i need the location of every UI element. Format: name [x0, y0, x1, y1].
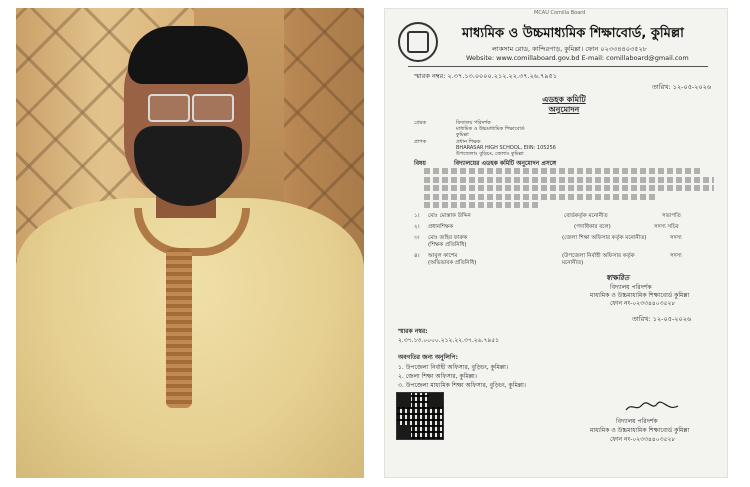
signed-label: স্বাক্ষরিত: [606, 274, 630, 282]
signer-title: বিদ্যালয় পরিদর্শক: [610, 284, 652, 291]
to-line-2: BHARASAR HIGH SCHOOL, EIIN: 105256: [456, 145, 556, 151]
signer-org: মাধ্যমিক ও উচ্চমাধ্যমিক শিক্ষাবোর্ড কুমিল্লা: [590, 292, 690, 299]
member-3-note: (শিক্ষক প্রতিনিধি): [428, 242, 467, 248]
org-name: মাধ্যমিক ও উচ্চমাধ্যমিক শিক্ষাবোর্ড, কুমিল্লা: [462, 26, 684, 41]
memo2-label: স্মারক নম্বর:: [398, 328, 428, 335]
subject-label: বিষয়: [414, 160, 426, 167]
cc-item-1: ১. উপজেলা নির্বাহী অফিসার, বুড়িচং, কুমিল্লা।: [398, 364, 508, 371]
handwritten-signature: [624, 400, 680, 414]
kurta-placket: [166, 248, 192, 408]
qr-code-icon: [396, 392, 444, 440]
org-website: Website: www.comillaboard.gov.bd E-mail: comillaboard@gmail.com: [466, 54, 689, 62]
memo-number: স্মারক নম্বর: ২.৩৭.১৩.০০০০.২১২.২২.৩৭.২৬.৭৯৫১: [414, 72, 557, 80]
member-1-no: ১।: [414, 213, 420, 219]
member-4-no: ৪।: [414, 253, 420, 259]
member-4-role: সদস্য: [670, 253, 682, 259]
cc-heading: অবগতির জন্য অনুলিপি:: [398, 354, 459, 361]
from-line-2: মাধ্যমিক ও উচ্চমাধ্যমিক শিক্ষাবোর্ড: [456, 126, 525, 132]
approval-letter: [384, 8, 728, 478]
bottom-signer-org: মাধ্যমিক ও উচ্চমাধ্যমিক শিক্ষাবোর্ড কুমিল্লা: [590, 427, 690, 434]
to-line-1: প্রধান শিক্ষক: [456, 139, 481, 145]
subject-text: বিদ্যালয়ের এডহক কমিটি অনুমোদন প্রসঙ্গে: [454, 160, 557, 167]
member-2-role: সদস্য সচিব: [654, 224, 679, 230]
bottom-signer-phone: ফোন নং-০২৩৩৪৪০৩৫২৮: [610, 436, 676, 443]
board-seal-icon: [398, 22, 438, 62]
letter-title: এডহক কমিটি: [542, 95, 586, 104]
from-label: প্রেরক: [414, 120, 427, 126]
letter-subtitle: অনুমোদন: [548, 105, 580, 114]
member-2-name: প্রধানশিক্ষক: [428, 224, 454, 230]
eyeglasses: [144, 94, 234, 120]
date-top: তারিখ: ১২-০৫-২০২৬: [652, 83, 712, 91]
cc-item-2: ২. জেলা শিক্ষা অফিসার, কুমিল্লা।: [398, 373, 477, 380]
to-line-3: উপজেলাঃ বুড়িচং, জেলাঃ কুমিল্লা: [456, 151, 524, 157]
member-1-role: সভাপতি: [662, 213, 681, 219]
member-1-by: বোর্ডকর্তৃক মনোনীত: [564, 213, 608, 219]
member-2-no: ২।: [414, 224, 420, 230]
to-label: প্রাপক: [414, 139, 427, 145]
signer-phone: ফোন নং-০২৩৩৪৪০৩৫২৮: [610, 300, 676, 307]
body-paragraph: [424, 168, 714, 211]
from-line-1: বিদ্যালয় পরিদর্শক: [456, 120, 491, 126]
portrait-photo: [16, 8, 364, 478]
cc-item-3: ৩. উপজেলা মাধ্যমিক শিক্ষা অফিসার, বুড়িচং, কুমিল্লা।: [398, 382, 526, 389]
date-bottom: তারিখ: ১২-০৫-২০২৬: [632, 315, 692, 323]
bottom-signer-title: বিদ্যালয় পরিদর্শক: [616, 418, 658, 425]
member-4-by-cont: মনোনীত): [562, 260, 584, 266]
member-2-by: (পদাধিকার বলে): [574, 224, 611, 230]
header-divider: [408, 66, 708, 67]
hair: [128, 26, 248, 84]
org-address: লাকসাম রোড, কান্দিরপাড়, কুমিল্লা। ফোন ০২৩৩৪৪০৩৫২৮: [492, 45, 647, 53]
member-4-by: (উপজেলা নির্বাহী অফিসার কর্তৃক: [562, 253, 635, 259]
member-3-no: ৩।: [414, 235, 420, 241]
member-4-note: (অভিভাবক প্রতিনিধি): [428, 260, 477, 266]
board-tag: MCAU Comilla Board: [534, 10, 586, 16]
member-3-name: মোঃ জহির ফারুক: [428, 235, 468, 241]
from-line-3: কুমিল্লা: [456, 132, 469, 138]
member-4-name: আবুল কাশেম: [428, 253, 458, 259]
member-1-name: মোঃ মোস্তাক উদ্দিন: [428, 213, 471, 219]
memo2-number: ২.৩৭.১৩.০০০০.২১২.২২.৩৭.২৬.৭৯৫১: [398, 337, 500, 344]
member-3-role: সদস্য: [670, 235, 682, 241]
member-3-by: (জেলা শিক্ষা অফিসার কর্তৃক মনোনীত): [562, 235, 647, 241]
